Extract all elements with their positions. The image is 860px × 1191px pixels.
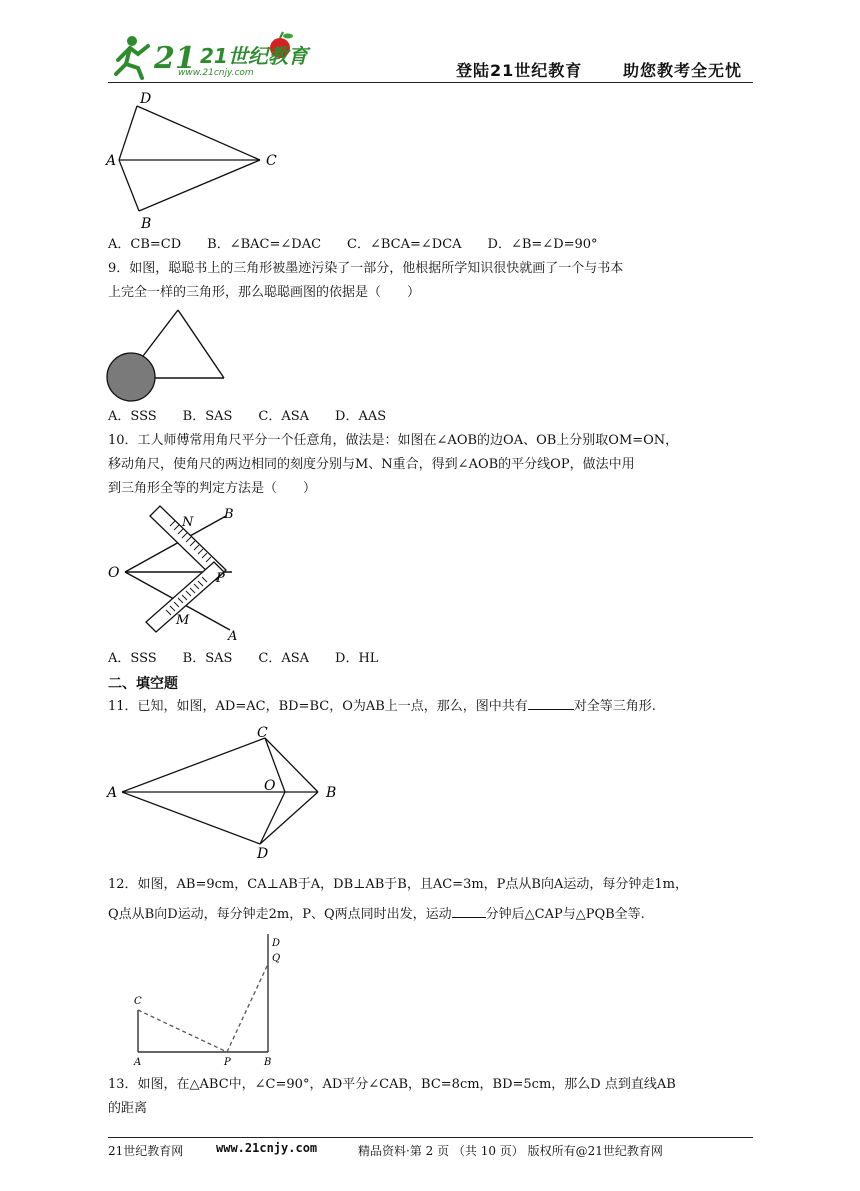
q9-figure (100, 300, 240, 405)
q11-label-d: D (257, 846, 269, 862)
q11-answer-blank[interactable] (528, 709, 574, 710)
q8-label-b: B (141, 216, 152, 232)
q8-seg-bc (139, 160, 260, 211)
q9-line-2: 上完全一样的三角形，那么聪聪画图的依据是（ ） (108, 285, 421, 300)
footer-site: 21世纪教育网 (108, 1144, 184, 1158)
q12-seg-cp (138, 1010, 227, 1052)
header-slogan-right: 助您教考全无忧 (623, 61, 743, 80)
q11-seg-db (260, 792, 318, 844)
q10-label-m: M (176, 613, 190, 628)
q13-line-1: 13．如图，在△ABC中，∠C=90°，AD平分∠CAB，BC=8cm，BD=5cm，那么D 点到直线AB (108, 1077, 676, 1092)
q9-ink-blot (107, 353, 155, 401)
header-rule (108, 82, 753, 83)
footer-rule (108, 1137, 753, 1138)
q10-label-a: A (228, 629, 238, 644)
q11-label-b: B (326, 785, 337, 801)
q12-answer-blank[interactable] (452, 917, 486, 918)
q8-options: A．CB=CD B．∠BAC=∠DAC C．∠BCA=∠DCA D．∠B=∠D=90° (108, 237, 598, 252)
footer-text: 精品资料·第 2 页 （共 10 页） 版权所有@21世纪教育网 (358, 1144, 663, 1158)
q11-seg-do (260, 792, 285, 844)
q11-text (108, 698, 656, 716)
q10-label-p: P (216, 571, 225, 586)
q8-label-c: C (266, 153, 277, 169)
q10-label-o: O (108, 565, 120, 581)
q10-line-1: 10．工人师傅常用角尺平分一个任意角，做法是：如图在∠AOB的边OA、OB上分别取OM=ON， (108, 433, 679, 448)
q11-text-before: 11．已知，如图，AD=AC，BD=BC，O为AB上一点，那么，图中共有 (108, 699, 528, 714)
q12-label-a: A (134, 1057, 142, 1068)
q12-line-2-before: Q点从B向D运动，每分钟走2m，P、Q两点同时出发，运动 (108, 907, 452, 922)
q10-options: A．SSS B．SAS C．ASA D．HL (108, 651, 379, 666)
q12-label-d: D (272, 938, 281, 949)
logo-text: 21世纪教育 (200, 44, 308, 68)
q9-options: A．SSS B．SAS C．ASA D．AAS (108, 409, 387, 424)
q11-label-a: A (107, 785, 118, 801)
q9-line-1: 9．如图，聪聪书上的三角形被墨迹污染了一部分，他根据所学知识很快就画了一个与书本 (108, 261, 624, 276)
q11-seg-ad (122, 792, 260, 844)
q10-line-2: 移动角尺，使角尺的两边相同的刻度分别与M、N重合，得到∠AOB的平分线OP，做法中用 (108, 457, 635, 472)
header-slogan-left: 登陆21世纪教育 (456, 61, 583, 80)
q12-label-b: B (264, 1057, 272, 1068)
logo (108, 30, 308, 82)
q12-label-q: Q (272, 953, 281, 964)
q11-text-after: 对全等三角形. (573, 699, 656, 714)
q12-line-2-after: 分钟后△CAP与△PQB全等. (485, 907, 645, 922)
q12-label-c: C (134, 996, 142, 1007)
q11-figure (100, 720, 350, 865)
q11-label-o: O (264, 778, 276, 794)
q8-seg-ab (119, 160, 139, 211)
q12-figure (120, 928, 290, 1068)
q13-line-2: 的距离 (108, 1101, 148, 1116)
logo-url: www.21cnjy.com (178, 68, 254, 78)
q11-seg-ac (122, 738, 265, 792)
q12-line-1: 12．如图，AB=9cm，CA⊥AB于A，DB⊥AB于B，且AC=3m，P点从B向A运动，每分钟走1m， (108, 877, 688, 892)
q12-seg-pq (227, 964, 268, 1052)
section-fill-in-title: 二、填空题 (108, 676, 178, 692)
q9-seg-right (178, 310, 224, 378)
q12-label-p: P (224, 1057, 231, 1068)
footer-url[interactable]: www.21cnjy.com (216, 1141, 318, 1155)
q12-line-2 (108, 906, 645, 924)
svg-text:21: 21 (154, 41, 196, 76)
q10-label-b: B (224, 507, 234, 522)
q10-line-3: 到三角形全等的判定方法是（ ） (108, 481, 317, 496)
q10-figure (100, 500, 260, 645)
q8-label-d: D (140, 91, 152, 107)
q10-label-n: N (182, 515, 194, 530)
q8-figure (100, 88, 300, 233)
q9-seg-left (140, 310, 178, 360)
q11-label-c: C (257, 725, 268, 741)
q8-seg-dc (137, 106, 260, 160)
q8-seg-ad (119, 106, 137, 160)
q8-label-a: A (106, 153, 117, 169)
